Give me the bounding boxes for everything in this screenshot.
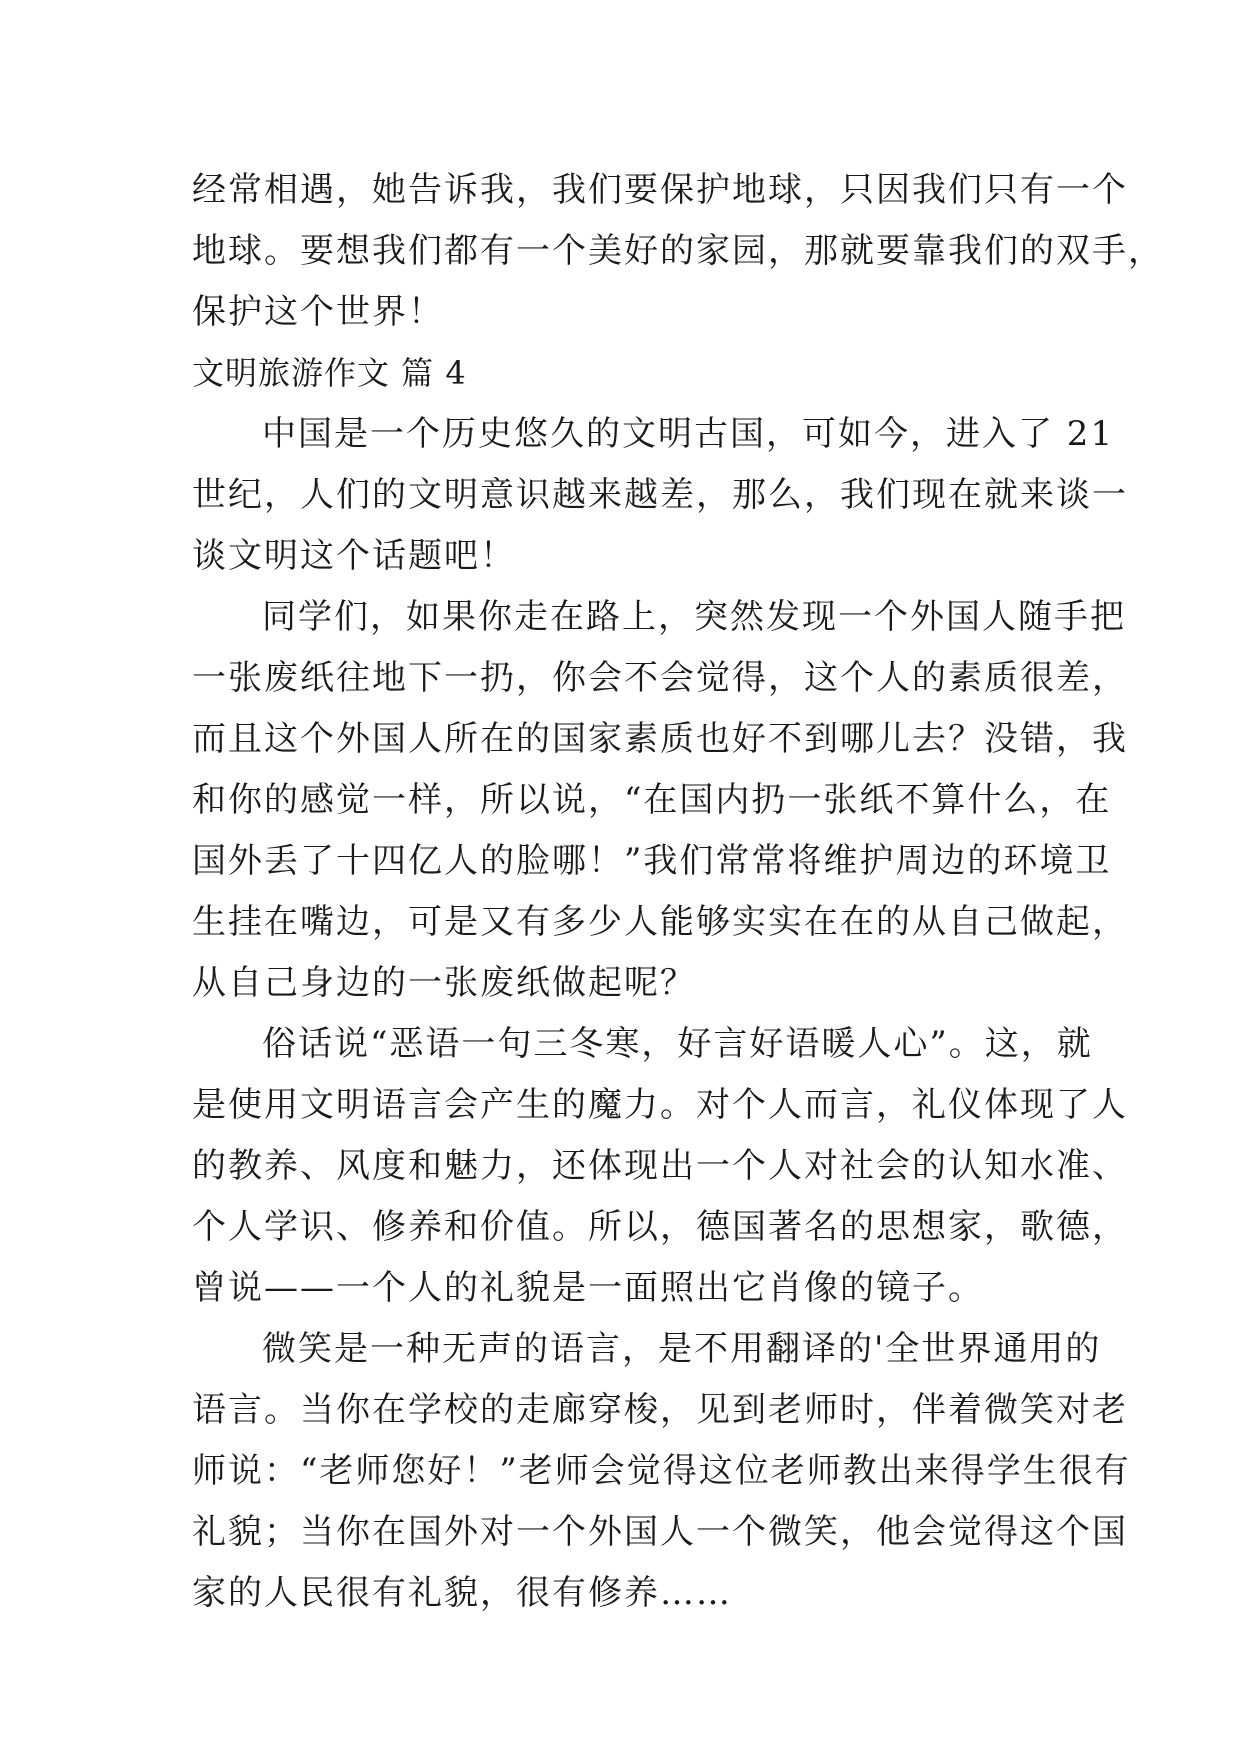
text-line: 中国是一个历史悠久的文明古国，可如今，进入了 21 (262, 414, 1115, 454)
text-line: 的教养、风度和魅力，还体现出一个人对社会的认知水准、 (192, 1146, 1128, 1186)
text-line: 家的人民很有礼貌，很有修养…… (192, 1573, 732, 1613)
text-line: 是使用文明语言会产生的魔力。对个人而言，礼仪体现了人 (192, 1085, 1128, 1125)
text-line: 地球。要想我们都有一个美好的家园，那就要靠我们的双手， (192, 231, 1164, 271)
text-line: 而且这个外国人所在的国家素质也好不到哪儿去？没错，我 (192, 719, 1128, 759)
text-line: 曾说——一个人的礼貌是一面照出它肖像的镜子。 (192, 1268, 984, 1308)
document-page (192, 160, 1164, 1624)
text-line: 语言。当你在学校的走廊穿梭，见到老师时，伴着微笑对老 (192, 1390, 1128, 1430)
text-line: 和你的感觉一样，所以说，“在国内扔一张纸不算什么，在 (192, 780, 1112, 820)
text-line: 同学们，如果你走在路上，突然发现一个外国人随手把 (262, 597, 1126, 637)
text-line: 从自己身边的一张废纸做起呢？ (192, 963, 696, 1003)
text-line: 生挂在嘴边，可是又有多少人能够实实在在的从自己做起， (192, 902, 1128, 942)
text-line: 礼貌；当你在国外对一个外国人一个微笑，他会觉得这个国 (192, 1512, 1128, 1552)
text-line: 国外丢了十四亿人的脸哪！”我们常常将维护周边的环境卫 (192, 841, 1112, 881)
text-line: 个人学识、修养和价值。所以，德国著名的思想家，歌德， (192, 1207, 1128, 1247)
paragraph (192, 1319, 1131, 1624)
paragraph (192, 1014, 1128, 1319)
text-line: 一张废纸往地下一扔，你会不会觉得，这个人的素质很差， (192, 658, 1128, 698)
section-title: 文明旅游作文 篇 4 (192, 354, 467, 392)
text-line: 师说：“老师您好！”老师会觉得这位老师教出来得学生很有 (192, 1451, 1131, 1491)
text-line: 世纪，人们的文明意识越来越差，那么，我们现在就来谈一 (192, 475, 1128, 515)
text-line: 谈文明这个话题吧！ (192, 536, 516, 576)
paragraph (192, 587, 1128, 1014)
text-line: 保护这个世界！ (192, 292, 444, 332)
text-line: 微笑是一种无声的语言，是不用翻译的'全世界通用的 (262, 1329, 1102, 1369)
paragraph (192, 404, 1128, 587)
text-line: 俗话说“恶语一句三冬寒，好言好语暖人心”。这，就 (262, 1024, 1093, 1064)
text-line: 经常相遇，她告诉我，我们要保护地球，只因我们只有一个 (192, 170, 1128, 210)
